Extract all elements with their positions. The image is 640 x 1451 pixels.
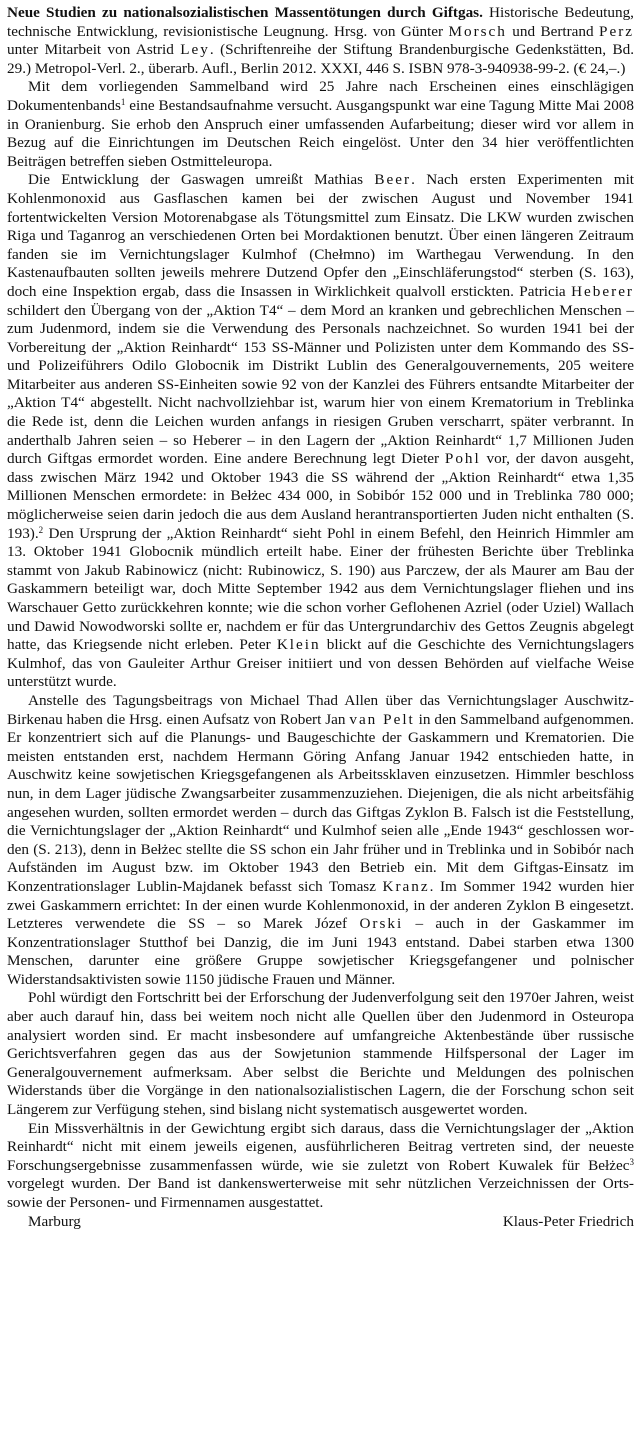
- paragraph-research: [7, 989, 634, 1119]
- review-place: Marburg: [28, 1212, 81, 1230]
- paragraph-text: vor, der davon ausgeht, dass zwischen März 1942 und Oktober 1943 die SS während der „Aktion Reinhardt“ etwa 1,35 Millionen Menschen ermordete: in Bełżec 434 000, in Sobibór 152 000 und in Treblinka 780 000; möglicherweise seien darin jedoch die aus dem Ausland herantransportierten Juden nicht enthalten (S. 193).: [7, 450, 634, 542]
- editor-name: Perz: [599, 22, 634, 40]
- paragraph-text: . Im Sommer 1942 wurden hier zwei Gaskammern errichtet: In der einen wurde Kohlenmonoxid, in der anderen Zyklon B eingesetzt. Letzteres verwendete die SS – so Marek Józef: [7, 877, 634, 933]
- author-name: Orski: [359, 915, 404, 933]
- header-text: Historische Bedeutung, technische Entwicklung, revisionistische Leugnung. Hrsg. von Günter: [7, 4, 634, 40]
- paragraph-text: . Nach ersten Experimenten mit Kohlenmonoxid aus Gasflaschen kamen bei der zwischen August und November 1941 fortentwickelten Version Motorenabgase als Tötungsmittel zum Einsatz. Die LKW wurden zwischen Riga und Taganrog an verschiedenen Orten bei Mordaktionen benutzt. Über einen längeren Zeitraum fanden sie im Vernichtungslager Kulmhof (Chełmno) im Warthegau Verwendung. In den Kastenaufbauten sollten jeweils mehrere Dutzend Opfer den „Einschläferungstod“ sterben (S. 163), doch eine Inspektion ergab, dass die Insassen in Wirklichkeit qualvoll erstickten. Patricia: [7, 171, 635, 300]
- paragraph-intro: [7, 78, 634, 171]
- author-name: van Pelt: [349, 710, 415, 728]
- paragraph-text: Die Entwicklung der Gaswagen umreißt Mathias: [28, 171, 375, 189]
- paragraph-text: Den Ursprung der „Aktion Reinhardt“ sieht Pohl in einem Befehl, den Heinrich Himmler am 13. Oktober 1941 Globocnik mündlich erteilt habe. Einer der frühesten Berichte über Treblinka stammt von Jakub Rabinowicz (nicht: Rubinowicz, S. 190) aus Parczew, der als Maurer am Bau der Gaskammern beteiligt war, doch Mitte September 1942 aus dem Vernichtungslager fliehen und ins Warschauer Getto zurückkehren konnte; wie die schon vorher Geflohenen Azriel (oder Uziel) Wallach und Dawid Nowodworski sollte er, nachdem er für das Untergrundarchiv des Gettos Zeugnis abgelegt hatte, das Kriegsende nicht erleben. Peter: [7, 524, 634, 654]
- footnote-marker: 1: [120, 96, 126, 107]
- header-text: und Bertrand: [506, 22, 599, 40]
- author-name: Beer: [374, 171, 412, 189]
- paragraph-text: – auch in der Gaskammer im Konzentrationslager Stutthof bei Danzig, die im Juni 1943 entstand. Dabei starben etwa 1300 Menschen, darunter eine größere Gruppe sowjetischer Kriegsgefangener und polnischer Widerstandsaktivisten sowie 1150 jüdische Frauen und Männer.: [7, 915, 634, 988]
- author-name: Kranz: [382, 877, 430, 895]
- review-header: [7, 4, 634, 78]
- paragraph-text: blickt auf die Geschichte des Vernichtungslagers Kulmhof, das von Gauleiter Arthur Greiser initiiert und von dessen Behörden auf vielfache Weise unterstützt wurde.: [7, 636, 634, 691]
- paragraph-auschwitz: [7, 692, 634, 990]
- footnote-marker: 3: [629, 1156, 634, 1167]
- editor-name: Morsch: [448, 22, 507, 40]
- review-signature: [7, 1213, 634, 1232]
- paragraph-text: in den Sammelband aufgenommen. Er konzentriert sich auf die Planungs- und Baugeschichte der Gaskammern und Krematorien. Die meisten entstanden erst, nachdem Hermann Göring Anfang Januar 1942 entschieden hatte, in Auschwitz keine sowjetischen Kriegsgefangenen als Arbeitssklaven einzusetzen. Himmler beschloss nun, in dem Lager jüdische Zwangsarbeiter zusammenzuziehen. Diejenigen, die als nicht arbeitsfähig angesehen wurden, sollten ermordet werden – durch das Giftgas Zyklon B. Falsch ist die Feststellung, die Vernichtungslager der „Aktion Reinhardt“ und Kulmhof seien alle „Ende 1943“ geschlossen worden (S. 213), denn in Bełżec stellte die SS schon ein Jahr früher und in Treblinka und in Sobibór nach Aufständen im August bzw. im Oktober 1943 den Betrieb ein. Mit dem Giftgas-Einsatz im Konzentrationslager Lublin-Majdanek befasst sich Tomasz: [7, 710, 634, 895]
- header-text: . (Schriftenreihe der Stiftung Brandenburgische Gedenkstätten, Bd. 29.) Metropol-Verl. 2., überarb. Aufl., Berlin 2012. XXXI, 446 S. ISBN 978-3-940938-99-2. (€ 24,–.): [7, 41, 634, 77]
- review-author: Klaus-Peter Friedrich: [502, 1212, 634, 1230]
- author-name: Heberer: [571, 282, 634, 300]
- author-name: Pohl: [444, 450, 481, 468]
- paragraph-text: vorgelegt wurden. Der Band ist dankenswerterweise mit sehr nützlichen Verzeichnissen der Orts- sowie der Personen- und Firmennamen ausgestattet.: [7, 1175, 634, 1211]
- paragraph-text: Ein Missverhältnis in der Gewichtung ergibt sich daraus, dass die Vernichtungslager der „Aktion Reinhardt“ nicht mit einem jeweils eigenen, ausführlicheren Beitrag vertreten sind, der neueste Forschungsergebnisse zusammenfassen würde, wie sie zuletzt von Robert Kuwalek für Bełżec: [7, 1119, 634, 1174]
- paragraph-conclusion: [7, 1120, 634, 1213]
- footnote-marker: 2: [38, 524, 44, 535]
- editor-name: Ley: [180, 41, 210, 59]
- paragraph-text: Anstelle des Tagungsbeitrags von Michael Thad Allen über das Vernichtungslager Auschwitz-Birkenau haben die Hrsg. einen Aufsatz von Robert Jan: [7, 691, 634, 728]
- book-title: Neue Studien zu nationalsozialistischen Massentötungen durch Giftgas.: [7, 4, 483, 21]
- paragraph-text: Pohl würdigt den Fortschritt bei der Erforschung der Judenverfolgung seit den 1970er Jahren, weist aber auch darauf hin, dass bei weitem noch nicht alle Quellen über den Judenmord in Osteuropa analysiert worden sind. Er macht insbesondere auf umfangreiche Aktenbestände über russische Gerichtsverfahren gegen das aus der Sowjetunion stammende Hilfspersonal der Lager im Generalgouvernement aufmerksam. Aber selbst die Berichte und Meldungen des polnischen Widerstands über die Vorgänge in den nationalsozialistischen Lagern, die der Forschung schon seit Längerem zur Verfügung stehen, sind bislang nicht systematisch ausgewertet worden.: [7, 989, 634, 1119]
- paragraph-text: eine Bestandsaufnahme versucht. Ausgangspunkt war eine Tagung Mitte Mai 2008 in Oranienburg. Sie erhob den Anspruch einer umfassenden Aufarbeitung; dieser wird vor allem in Bezug auf die Einrichtungen im Deutschen Reich eingelöst. Unter den 34 hier veröffentlichten Beiträgen betreffen sieben Ostmitteleuropa.: [7, 96, 634, 170]
- header-text: unter Mitarbeit von Astrid: [7, 41, 181, 59]
- paragraph-text: Mit dem vorliegenden Sammelband wird 25 Jahre nach Erscheinen eines einschlägigen Dokumentenbands: [7, 78, 634, 114]
- paragraph-text: schildert den Übergang von der „Aktion T4“ – dem Mord an kranken und gebrechlichen Menschen – zum Judenmord, indem sie die Verwendung des Personals nachzeichnet. So wurden 1941 bei der Vorbereitung der „Aktion Reinhardt“ 153 SS-Männer und Polizisten unter dem Kommando des SS- und Polizeiführers Odilo Globocnik im Distrikt Lublin des Generalgouvernements, 205 weitere Mitarbeiter aus anderen SS-Einheiten sowie 92 von der Kanzlei des Führers entsandte Mitarbeiter der „Aktion T4“ abgestellt. Nicht nachvollziehbar ist, warum hier von einem Krematorium in Treblinka die Rede ist, denn die Leichen wurden anfangs in riesigen Gruben verscharrt, später verbrannt. In anderthalb Jahren seien – so Heberer – in den Lagern der „Aktion Reinhardt“ 1,7 Millionen Juden durch Giftgas ermordet worden. Eine andere Berechnung legt Dieter: [7, 301, 634, 468]
- author-name: Klein: [276, 636, 321, 654]
- paragraph-gas-vans: [7, 171, 634, 692]
